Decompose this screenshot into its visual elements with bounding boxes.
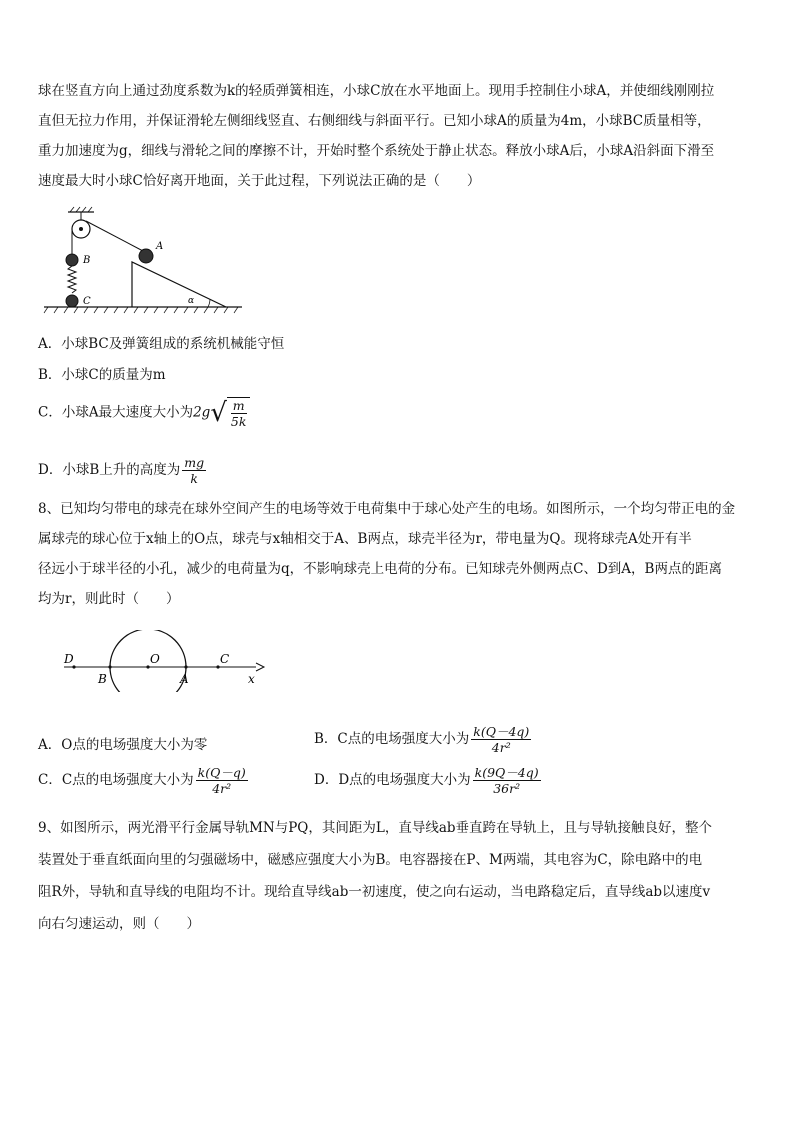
ball-b (66, 254, 78, 266)
shell-circle (110, 630, 186, 692)
q7-option-c-num: m (232, 398, 245, 413)
q8-option-d[interactable] (314, 765, 543, 796)
q7-option-c-den: 5k (230, 414, 247, 429)
q7-option-c[interactable] (38, 397, 250, 429)
q8-option-d-text: D．D点的电场强度大小为 (314, 772, 471, 788)
label-b8: B (98, 672, 107, 686)
q8-option-c[interactable] (38, 765, 250, 796)
label-x: x (248, 672, 255, 686)
label-c8: C (220, 652, 230, 666)
q7-option-c-text: C．小球A最大速度大小为 (38, 404, 194, 421)
label-alpha: α (188, 296, 195, 306)
q8-option-b-text: B．C点的电场强度大小为 (314, 731, 470, 747)
q7-option-d-den: k (190, 471, 198, 486)
q8-line-2: 属球壳的球心位于x轴上的O点，球壳与x轴相交于A、B两点，球壳半径为r，带电量为Q。现将球壳A处开有半 (38, 531, 692, 547)
q7-line-3: 重力加速度为g，细线与滑轮之间的摩擦不计，开始时整个系统处于静止状态。释放小球A后，小球A沿斜面下滑至 (38, 143, 715, 159)
q7-option-c-coef: 2g (193, 404, 211, 421)
q7-line-4: 速度最大时小球C恰好离开地面，关于此过程，下列说法正确的是（ ） (38, 173, 481, 189)
q8-option-c-num: k(Q－q) (197, 765, 246, 780)
q9-line-1: 9、如图所示，两光滑平行金属导轨MN与PQ，其间距为L，直导线ab垂直跨在导轨上，且与导轨接触良好，整个 (38, 820, 713, 836)
q7-option-d[interactable] (38, 455, 208, 486)
q8-option-c-den: 4r² (212, 781, 232, 796)
spring-icon (68, 266, 76, 293)
q8-option-d-den: 36r² (493, 781, 521, 796)
q7-option-a[interactable]: A．小球BC及弹簧组成的系统机械能守恒 (38, 336, 285, 352)
q8-option-b[interactable] (314, 724, 533, 755)
q8-option-a[interactable]: A．O点的电场强度大小为零 (38, 737, 208, 753)
label-d: D (64, 652, 74, 666)
label-o: O (150, 652, 160, 666)
q8-stem (38, 494, 760, 614)
q8-line-4: 均为r，则此时（ ） (38, 591, 180, 607)
q8-option-c-text: C．C点的电场强度大小为 (38, 772, 194, 788)
q8-line-1: 8、已知均匀带电的球壳在球外空间产生的电场等效于电荷集中于球心处产生的电场。如图所示，一个均匀带正电的金 (38, 501, 736, 517)
label-a8: A (180, 672, 189, 686)
label-a: A (156, 241, 164, 252)
label-b: B (83, 255, 91, 266)
x-axis-arrow-icon (256, 663, 264, 671)
q7-option-b[interactable]: B．小球C的质量为m (38, 367, 166, 383)
q7-option-d-num: mg (184, 455, 205, 470)
q8-option-b-num: k(Q－4q) (473, 724, 530, 739)
q8-line-3: 径远小于球半径的小孔，减少的电荷量为q，不影响球壳上电荷的分布。已知球壳外侧两点C、D到A，B两点的距离 (38, 561, 722, 577)
q7-figure (36, 204, 246, 320)
q7-stem (38, 76, 760, 196)
ball-c (66, 295, 78, 307)
ball-a (139, 249, 153, 263)
q8-option-d-num: k(9Q－4q) (474, 765, 539, 780)
q9-line-2: 装置处于垂直纸面向里的匀强磁场中，磁感应强度大小为B。电容器接在P、M两端，其电容为C，除电路中的电 (38, 852, 703, 868)
q7-line-1: 球在竖直方向上通过劲度系数为k的轻质弹簧相连，小球C放在水平地面上。现用手控制住小球A，并使细线刚刚拉 (38, 83, 715, 99)
label-c: C (83, 296, 91, 307)
incline (132, 262, 226, 307)
q8-option-b-den: 4r² (491, 740, 511, 755)
q9-line-3: 阻R外，导轨和直导线的电阻均不计。现给直导线ab一初速度，使之向右运动，当电路稳定后，直导线ab以速度v (38, 884, 711, 900)
q8-figure (58, 630, 268, 692)
q9-line-4: 向右匀速运动，则（ ） (38, 916, 200, 932)
sqrt-icon: √ $\frac{m}{5k}$ (210, 397, 250, 429)
q7-line-2: 直但无拉力作用，并保证滑轮左侧细线竖直、右侧细线与斜面平行。已知小球A的质量为4m，小球BC质量相等， (38, 113, 711, 129)
q7-option-d-text: D．小球B上升的高度为 (38, 462, 181, 478)
q9-stem (38, 812, 760, 940)
